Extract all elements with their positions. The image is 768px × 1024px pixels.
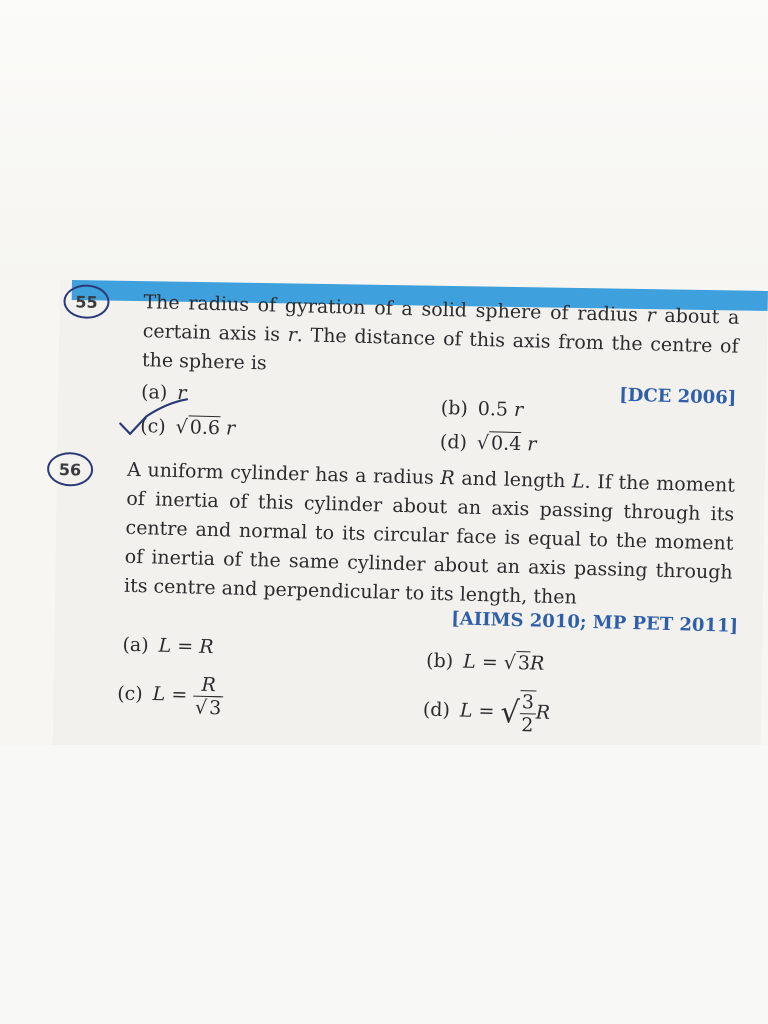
question-56-text: [124, 456, 736, 617]
fraction-denominator: 2: [521, 714, 534, 737]
option-lhs: L: [158, 634, 172, 657]
q56-text-part3: . If the moment of inertia of this cylinder about an axis passing through its centre and normal to its circular face is equal to the moment of inertia of the same cylinder about an axis passing through its centre and perpendicular to its length, then: [123, 470, 736, 609]
fraction: [193, 674, 224, 720]
question-number-text: 55: [75, 291, 98, 312]
option-var: r: [225, 417, 236, 440]
radical-sign: √: [503, 651, 517, 675]
q55-option-d[interactable]: [440, 431, 537, 456]
q56-option-c[interactable]: [117, 672, 224, 720]
fraction-numerator: 3: [520, 691, 537, 714]
radical-sign: √: [194, 696, 208, 719]
option-var: r: [513, 398, 524, 422]
question-number-text: 56: [58, 459, 82, 480]
fraction: [519, 690, 536, 736]
radicand: 0.6: [189, 416, 221, 440]
radical-sign: √: [175, 416, 189, 439]
option-label: (d): [439, 430, 468, 454]
option-var: R: [535, 701, 551, 724]
equals-sign: =: [165, 683, 194, 707]
q55-text-part2: about a certain axis is: [142, 304, 740, 346]
option-label: (a): [122, 633, 149, 657]
q56-source: [AIIMS 2010; MP PET 2011]: [451, 608, 739, 637]
option-lhs: L: [462, 650, 477, 673]
radicand: 3: [208, 697, 222, 720]
check-mark-icon: [116, 393, 207, 445]
option-var: R: [529, 652, 545, 675]
option-lhs: L: [459, 699, 473, 722]
q56-text-part2: and length: [454, 467, 573, 493]
option-var: r: [526, 433, 537, 456]
background-top: [0, 0, 768, 280]
option-label: (d): [422, 698, 451, 722]
question-number-56: [47, 452, 94, 487]
option-label: (b): [440, 396, 469, 420]
q56-var-R: R: [440, 466, 456, 490]
q56-var-L: L: [571, 470, 585, 493]
q55-var-r: r: [646, 304, 657, 327]
option-rhs: R: [198, 635, 214, 659]
question-number-55: [63, 284, 110, 319]
q55-var-r: r: [287, 323, 298, 347]
q55-text-part3: . The distance of this axis from the centre of the sphere is: [141, 324, 739, 375]
q56-option-b[interactable]: [426, 650, 545, 675]
q55-source: [DCE 2006]: [618, 384, 737, 409]
background-bottom: [0, 745, 768, 1024]
fraction-denominator: [193, 697, 224, 720]
q55-option-b[interactable]: [441, 397, 524, 421]
radical-sign: √: [500, 695, 521, 731]
radicand: 3: [517, 652, 531, 675]
fraction-numerator: R: [193, 674, 224, 698]
radical-sign: √: [476, 431, 490, 455]
q56-option-d[interactable]: [422, 688, 550, 737]
q55-text-part1: The radius of gyration of a solid sphere of radius: [143, 291, 647, 327]
question-block: [50, 282, 752, 765]
option-label: (c): [116, 682, 144, 705]
option-label: (b): [425, 649, 454, 673]
radicand: 0.4: [490, 432, 522, 456]
question-55-text: [142, 288, 740, 391]
option-value: 0.5: [477, 397, 509, 421]
q56-text-part1: A uniform cylinder has a radius: [126, 458, 441, 489]
option-lhs: L: [152, 683, 166, 706]
option-value: r: [177, 382, 187, 405]
q56-option-a[interactable]: [122, 634, 214, 658]
option-label: (a): [140, 381, 168, 404]
option-label: (c): [139, 415, 167, 438]
equals-sign: =: [472, 699, 501, 723]
equals-sign: =: [475, 650, 505, 674]
equals-sign: =: [171, 634, 200, 658]
